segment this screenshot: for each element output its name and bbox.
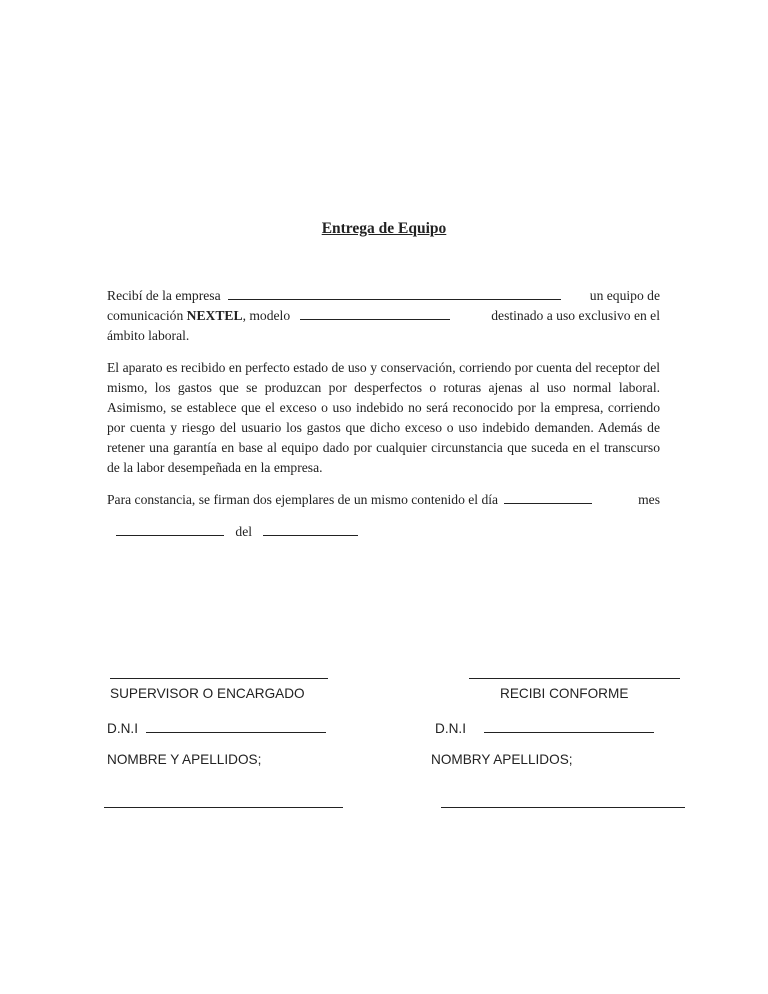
date-line-2 <box>116 522 358 540</box>
right-name-label: NOMBRY APELLIDOS; <box>431 752 573 767</box>
day-blank[interactable] <box>504 490 592 504</box>
received-from-text: Recibí de la empresa <box>107 288 221 303</box>
left-dni-row <box>107 719 326 736</box>
scope-text: ámbito laboral. <box>107 328 190 343</box>
equipment-of-text: un equipo de <box>589 288 660 303</box>
right-dni-label: D.N.I <box>435 721 466 736</box>
receipt-paragraph <box>107 286 660 346</box>
brand-name: NEXTEL <box>186 308 243 323</box>
month-blank[interactable] <box>116 522 224 536</box>
model-blank[interactable] <box>300 306 450 320</box>
right-dni-blank[interactable] <box>484 719 654 733</box>
conditions-paragraph <box>107 358 660 478</box>
left-signature-line[interactable] <box>110 678 328 679</box>
destined-text: destinado a uso exclusivo en el <box>491 308 660 323</box>
company-blank[interactable] <box>228 286 561 300</box>
year-blank[interactable] <box>263 522 358 536</box>
conditions-text: El aparato es recibido en perfecto estado de uso y conservación, corriendo por cuenta del receptor del mismo, los gastos que se produzcan por desperfectos o roturas ajenas al uso normal laboral. Asimismo, se establece que el exceso o uso indebido no será reconocido por la empresa, corriendo por cuenta y riesgo del usuario los gastos que dicho exceso o uso indebido demanden. Además de retener una garantía en base al equipo dado por cualquier circunstancia que suceda en el transcurso de la labor desempeñada en la empresa. <box>107 360 660 475</box>
right-dni-row <box>435 719 654 736</box>
communication-text: comunicación <box>107 308 184 323</box>
right-signature-line[interactable] <box>469 678 680 679</box>
model-text: , modelo <box>242 308 291 323</box>
left-role-label: SUPERVISOR O ENCARGADO <box>110 686 305 701</box>
left-name-line[interactable] <box>104 807 343 808</box>
document-title: Entrega de Equipo <box>321 220 447 237</box>
constancy-text: Para constancia, se firman dos ejemplares de un mismo contenido el día <box>107 492 499 507</box>
of-label: del <box>235 524 253 539</box>
right-role-label: RECIBI CONFORME <box>500 686 629 701</box>
month-label: mes <box>638 492 660 507</box>
right-name-line[interactable] <box>441 807 685 808</box>
date-paragraph <box>107 490 660 510</box>
left-name-label: NOMBRE Y APELLIDOS; <box>107 752 262 767</box>
left-dni-blank[interactable] <box>146 719 326 733</box>
left-dni-label: D.N.I <box>107 721 138 736</box>
